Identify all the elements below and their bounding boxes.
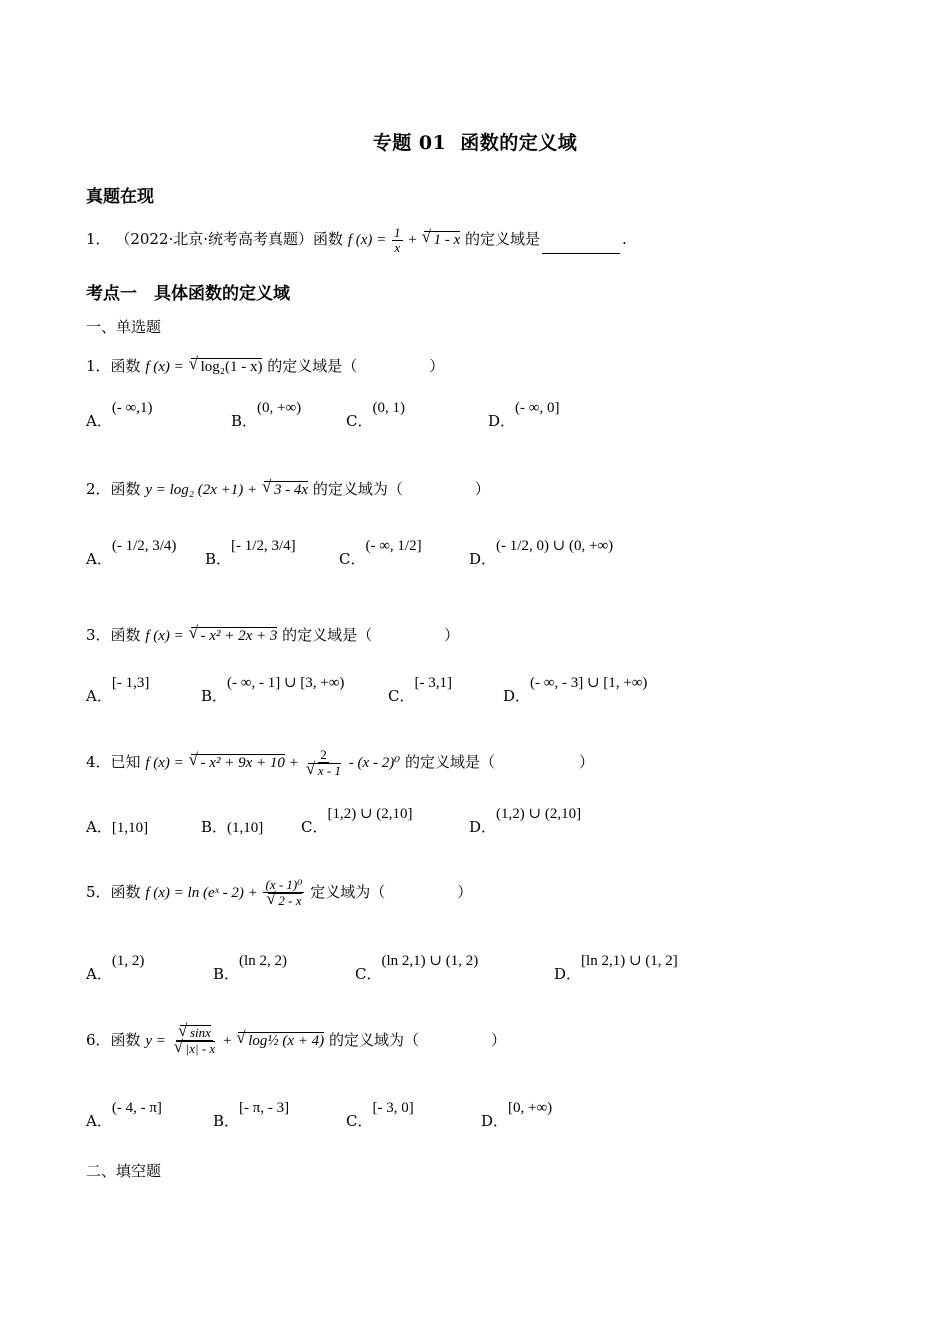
q1-option-d[interactable]: D．(- ∞, 0]: [488, 400, 560, 430]
q5-option-c[interactable]: C．(ln 2,1) ∪ (1, 2): [355, 953, 479, 983]
question-4: 4．已知 f (x) = √ - x² + 9x + 10 + 2 √ x - 1 - (x - 2)⁰ 的定义域是（ ）: [86, 748, 594, 778]
q3-option-d[interactable]: D．(- ∞, - 3] ∪ [1, +∞): [503, 675, 648, 705]
q2-option-d[interactable]: D．(- 1/2, 0) ∪ (0, +∞): [469, 538, 614, 568]
q6-option-c[interactable]: C．[- 3, 0]: [346, 1100, 414, 1130]
q6-option-d[interactable]: D．[0, +∞): [481, 1100, 553, 1130]
section-heading-real-exam: 真题在现: [86, 187, 154, 207]
q1-option-b[interactable]: B．(0, +∞): [231, 400, 302, 430]
q3-option-c[interactable]: C．[- 3,1]: [388, 675, 452, 705]
q1-option-c[interactable]: C．(0, 1): [346, 400, 405, 430]
page-title: 专题 01 函数的定义域: [372, 132, 578, 154]
question-5: 5．函数 f (x) = ln (eˣ - 2) + (x - 1)⁰ √ 2 - x 定义域为（ ）: [86, 878, 472, 908]
question-6: 6．函数 y = √ sinx √ |x| - x + √ log½ (x + 4) 的定义域为（ ）: [86, 1025, 506, 1057]
q5-option-b[interactable]: B．(ln 2, 2): [213, 953, 287, 983]
subsection-single-choice: 一、单选题: [86, 318, 162, 336]
q6-option-b[interactable]: B．[- π, - 3]: [213, 1100, 290, 1130]
q4-option-c[interactable]: C．[1,2) ∪ (2,10]: [301, 806, 413, 836]
q2-option-a[interactable]: A．(- 1/2, 3/4): [86, 538, 177, 568]
question-3: 3．函数 f (x) = √ - x² + 2x + 3 的定义域是（ ）: [86, 624, 459, 645]
q2-option-c[interactable]: C．(- ∞, 1/2]: [339, 538, 422, 568]
answer-blank[interactable]: [542, 253, 620, 254]
q4-option-b[interactable]: B．(1,10]: [201, 818, 264, 836]
q5-option-a[interactable]: A．(1, 2): [86, 953, 145, 983]
section-heading-topic-1: 考点一 具体函数的定义域: [86, 284, 290, 304]
question-2: 2．函数 y = log₂ (2x +1) + √ 3 - 4x 的定义域为（ ）: [86, 478, 490, 499]
q4-option-d[interactable]: D．(1,2) ∪ (2,10]: [469, 806, 582, 836]
q3-option-a[interactable]: A．[- 1,3]: [86, 675, 150, 705]
q2-option-b[interactable]: B．[- 1/2, 3/4]: [205, 538, 296, 568]
question-1: 1．函数 f (x) = √ log₂(1 - x) 的定义域是（ ）: [86, 355, 444, 376]
q4-option-a[interactable]: A．[1,10]: [86, 818, 149, 836]
q6-option-a[interactable]: A．(- 4, - π]: [86, 1100, 162, 1130]
q3-option-b[interactable]: B．(- ∞, - 1] ∪ [3, +∞): [201, 675, 345, 705]
q1-option-a[interactable]: A．(- ∞,1): [86, 400, 153, 430]
subsection-fill-blank: 二、填空题: [86, 1162, 162, 1180]
real-exam-question: 1． （2022·北京·统考高考真题）函数 f (x) = $\frac{1}{x}$ + √ 1 - x 的定义域是 .: [86, 226, 627, 254]
q5-option-d[interactable]: D．[ln 2,1) ∪ (1, 2]: [554, 953, 678, 983]
